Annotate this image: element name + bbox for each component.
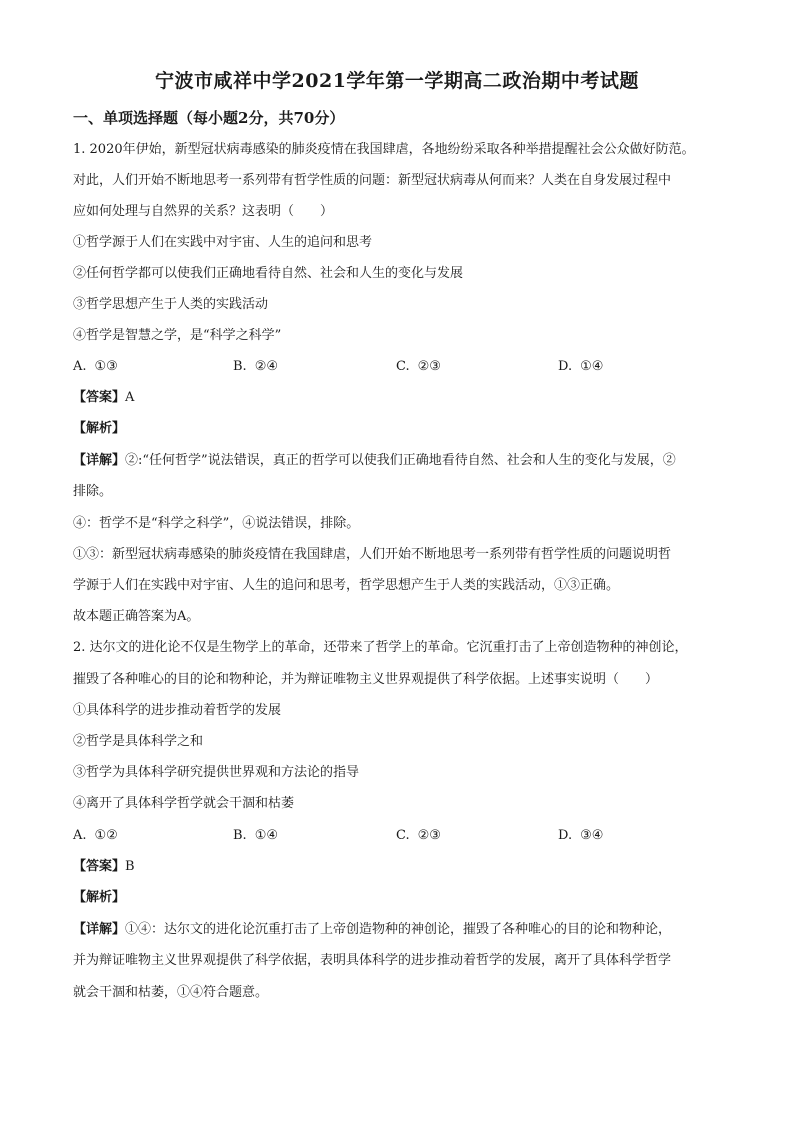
q2-option-b [233, 826, 278, 846]
q1-stem-line-2: 对此，人们开始不断地思考一系列带有哲学性质的问题：新型冠状病毒从何而来？人类在自身发展过程中 [73, 173, 672, 188]
option-text: ①② [94, 828, 118, 843]
option-letter: B. [233, 828, 247, 843]
answer-value: B [125, 859, 135, 874]
option-letter: D. [558, 828, 573, 843]
detail-tag: 【详解】 [73, 922, 126, 937]
q1-detail-line-4: ①③：新型冠状病毒感染的肺炎疫情在我国肆虐，人们开始不断地思考一系列带有哲学性质的问题说明哲 [73, 547, 672, 562]
q2-choice-2: ②哲学是具体科学之和 [73, 734, 204, 749]
option-letter: A. [73, 359, 87, 374]
option-letter: C. [396, 828, 410, 843]
option-text: ②③ [417, 828, 441, 843]
q1-stem-line-3: 应如何处理与自然界的关系？这表明（ ） [73, 204, 334, 219]
q1-option-a [73, 357, 118, 377]
q2-choice-4: ④离开了具体科学哲学就会干涸和枯萎 [73, 796, 295, 811]
analysis-tag: 【解析】 [73, 421, 126, 436]
q2-stem-line-1: 2. 达尔文的进化论不仅是生物学上的革命，还带来了哲学上的革命。它沉重打击了上帝创造物种的神创论， [73, 640, 688, 655]
q2-answer [73, 857, 135, 877]
option-letter: B. [233, 359, 247, 374]
q1-choice-4: ④哲学是智慧之学，是“科学之科学” [73, 328, 282, 343]
q2-option-d [558, 826, 603, 846]
page-title: 宁波市咸祥中学2021学年第一学期高二政治期中考试题 [155, 70, 639, 92]
q2-stem-line-2: 摧毁了各种唯心的目的论和物种论，并为辩证唯物主义世界观提供了科学依据。上述事实说明（ ） [73, 672, 659, 687]
q2-detail-line-1 [73, 920, 671, 940]
q1-detail-line-2: 排除。 [73, 484, 113, 499]
q1-choice-2: ②任何哲学都可以使我们正确地看待自然、社会和人生的变化与发展 [73, 266, 464, 281]
q1-choice-3: ③哲学思想产生于人类的实践活动 [73, 297, 269, 312]
q1-choice-1: ①哲学源于人们在实践中对宇宙、人生的追问和思考 [73, 235, 373, 250]
option-text: ①④ [254, 828, 278, 843]
q1-detail-line-3: ④：哲学不是“科学之科学”，④说法错误，排除。 [73, 516, 360, 531]
q1-analysis-tag [73, 419, 125, 439]
detail-text: ①④：达尔文的进化论沉重打击了上帝创造物种的神创论，摧毁了各种唯心的目的论和物种论， [125, 922, 672, 937]
detail-text: ②:“任何哲学”说法错误，真正的哲学可以使我们正确地看待自然、社会和人生的变化与发展，② [125, 453, 676, 468]
q2-analysis-tag [73, 888, 125, 908]
q1-detail-line-5: 学源于人们在实践中对宇宙、人生的追问和思考，哲学思想产生于人类的实践活动，①③正确。 [73, 578, 620, 593]
q1-option-c [396, 357, 441, 377]
q1-detail-line-6: 故本题正确答案为A。 [73, 609, 200, 624]
answer-tag: 【答案】 [73, 390, 126, 405]
q2-detail-line-3: 就会干涸和枯萎，①④符合题意。 [73, 985, 269, 1000]
option-text: ①③ [94, 359, 118, 374]
answer-value: A [125, 390, 135, 405]
option-text: ③④ [580, 828, 604, 843]
option-letter: C. [396, 359, 410, 374]
q1-option-b [233, 357, 278, 377]
detail-tag: 【详解】 [73, 453, 126, 468]
q2-choice-1: ①具体科学的进步推动着哲学的发展 [73, 703, 282, 718]
q2-option-a [73, 826, 118, 846]
q2-choice-3: ③哲学为具体科学研究提供世界观和方法论的指导 [73, 765, 360, 780]
q1-detail-line-1 [73, 451, 676, 471]
q1-answer [73, 388, 134, 408]
section-heading: 一、单项选择题（每小题2分，共70分） [73, 109, 345, 127]
answer-tag: 【答案】 [73, 859, 126, 874]
option-letter: D. [558, 359, 573, 374]
q2-option-c [396, 826, 441, 846]
option-text: ②④ [254, 359, 278, 374]
q2-detail-line-2: 并为辩证唯物主义世界观提供了科学依据，表明具体科学的进步推动着哲学的发展，离开了具体科学哲学 [73, 953, 672, 968]
option-letter: A. [73, 828, 87, 843]
q1-stem-line-1: 1. 2020年伊始，新型冠状病毒感染的肺炎疫情在我国肆虐，各地纷纷采取各种举措提醒社会公众做好防范。 [73, 142, 695, 157]
option-text: ①④ [580, 359, 604, 374]
analysis-tag: 【解析】 [73, 890, 126, 905]
q1-option-d [558, 357, 603, 377]
option-text: ②③ [417, 359, 441, 374]
